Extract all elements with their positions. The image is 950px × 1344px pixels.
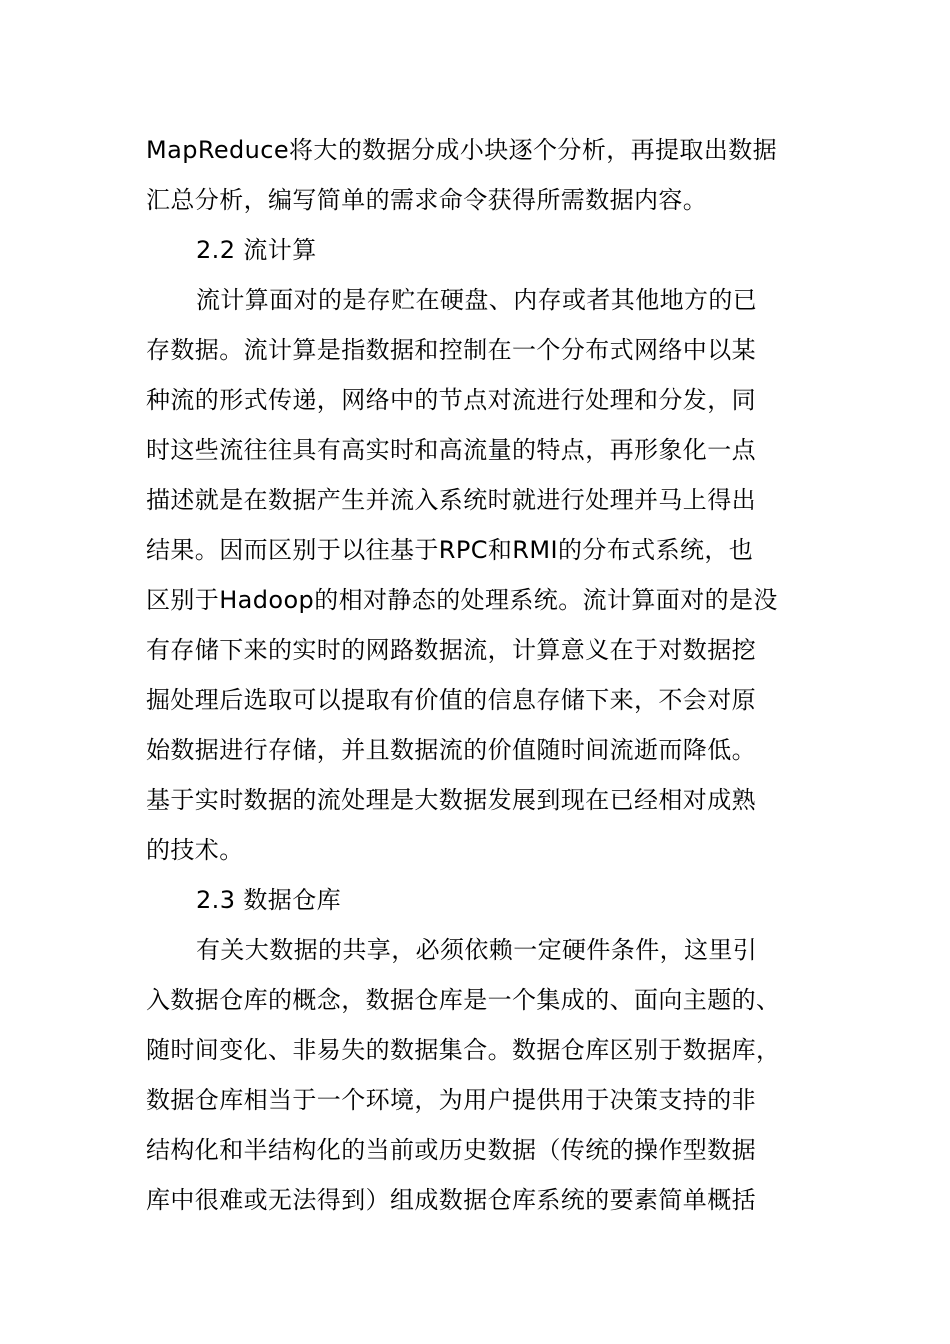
- paragraph-line: 有关大数据的共享，必须依赖一定硬件条件，这里引: [196, 936, 758, 964]
- paragraph-line: 基于实时数据的流处理是大数据发展到现在已经相对成熟: [146, 786, 756, 814]
- paragraph-line: 区别于Hadoop的相对静态的处理系统。流计算面对的是没: [146, 586, 778, 614]
- paragraph-line: 描述就是在数据产生并流入系统时就进行处理并马上得出: [146, 486, 756, 514]
- paragraph-line: 的技术。: [146, 836, 244, 864]
- paragraph-line: MapReduce将大的数据分成小块逐个分析，再提取出数据: [146, 136, 778, 164]
- paragraph-line: 流计算面对的是存贮在硬盘、内存或者其他地方的已: [196, 286, 758, 314]
- paragraph-line: 有存储下来的实时的网路数据流，计算意义在于对数据挖: [146, 636, 756, 664]
- paragraph-line: 入数据仓库的概念，数据仓库是一个集成的、面向主题的、: [146, 986, 781, 1014]
- paragraph-line: 结果。因而区别于以往基于RPC和RMI的分布式系统，也: [146, 536, 754, 564]
- paragraph-line: 存数据。流计算是指数据和控制在一个分布式网络中以某: [146, 336, 756, 364]
- paragraph-line: 汇总分析，编写简单的需求命令获得所需数据内容。: [146, 186, 708, 214]
- paragraph-line: 数据仓库相当于一个环境，为用户提供用于决策支持的非: [146, 1086, 756, 1114]
- section-heading-2-2: 2.2 流计算: [196, 236, 317, 264]
- paragraph-line: 始数据进行存储，并且数据流的价值随时间流逝而降低。: [146, 736, 756, 764]
- paragraph-line: 掘处理后选取可以提取有价值的信息存储下来，不会对原: [146, 686, 756, 714]
- paragraph-line: 结构化和半结构化的当前或历史数据（传统的操作型数据: [146, 1136, 756, 1164]
- paragraph-line: 时这些流往往具有高实时和高流量的特点，再形象化一点: [146, 436, 756, 464]
- paragraph-line: 随时间变化、非易失的数据集合。数据仓库区别于数据库，: [146, 1036, 781, 1064]
- paragraph-line: 库中很难或无法得到）组成数据仓库系统的要素简单概括: [146, 1186, 756, 1214]
- section-heading-2-3: 2.3 数据仓库: [196, 886, 341, 914]
- paragraph-line: 种流的形式传递，网络中的节点对流进行处理和分发，同: [146, 386, 756, 414]
